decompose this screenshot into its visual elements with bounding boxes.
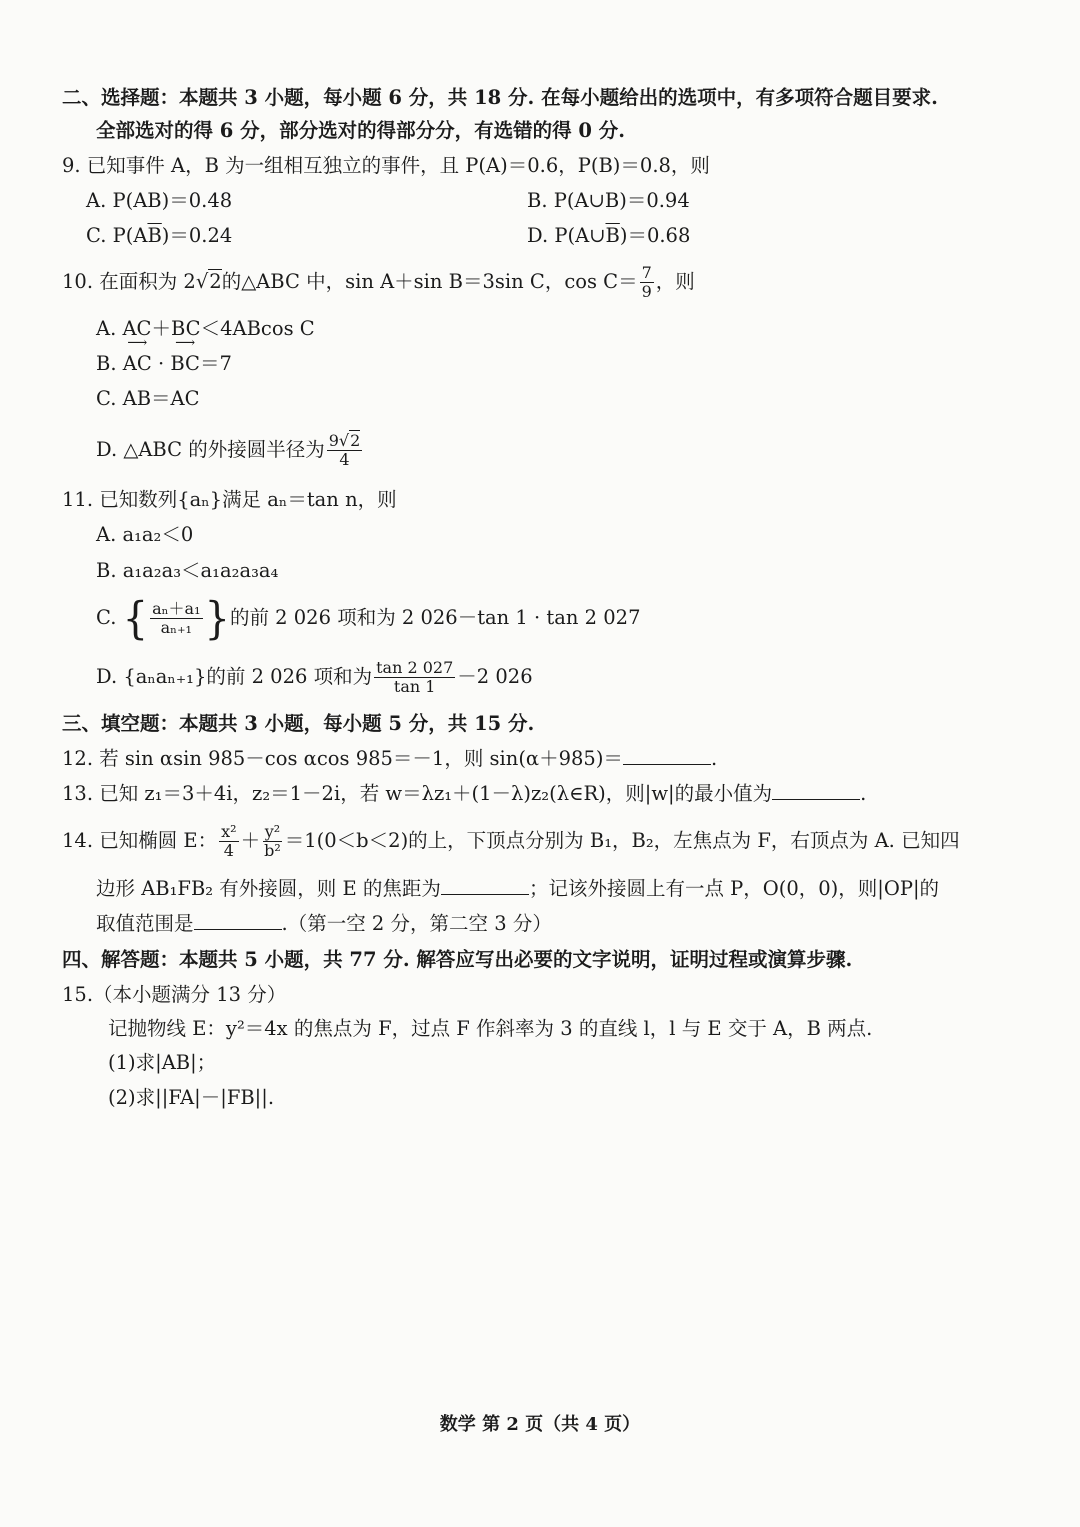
- section2-heading-cont: 全部选对的得 6 分，部分选对的得部分分，有选错的得 0 分.: [96, 119, 626, 142]
- q10-fraction: $\frac{7}{9}$: [641, 263, 652, 301]
- q15-stem: 15.（本小题满分 13 分）: [62, 983, 287, 1006]
- vector-ac: ⟶ AC: [123, 351, 152, 377]
- q12-stem: 12. 若 sin αsin 985－cos αcos 985＝－1，则 sin(α＋985)＝ .: [62, 747, 718, 770]
- q9-stem: 9. 已知事件 A，B 为一组相互独立的事件，且 P(A)＝0.6，P(B)＝0.8，则: [62, 154, 710, 177]
- q10-option-b: B. ⟶ AC · ⟶ BC＝7: [96, 351, 232, 377]
- vector-bc: ⟶ BC: [170, 351, 200, 377]
- q13-answer-blank: [772, 781, 860, 800]
- q9-option-b: B. P(A∪B)＝0.94: [527, 189, 690, 212]
- q14-line1: 14. 已知椭圆 E： $\frac{\text{x²}}{4}$ ＋ $\frac{\text{y²}}{\text{b²}}$ ＝1(0＜b＜2)的上，下顶点分别为 B₁，B₂，左焦点为 F，右顶点为 A. 已知四: [62, 822, 960, 860]
- section2-heading: 二、选择题：本题共 3 小题，每小题 6 分，共 18 分. 在每小题给出的选项中，有多项符合题目要求.: [62, 86, 938, 109]
- q11-option-a: A. a₁a₂＜0: [96, 523, 194, 546]
- q11-option-d: D. {aₙaₙ₊₁}的前 2 026 项和为 $\frac{\tan 2 027}{\tan 1}$ －2 026: [96, 658, 533, 696]
- page-footer: 数学 第 2 页（共 4 页）: [439, 1414, 641, 1435]
- q9-option-c: C. $P(A\overline{B})=0.24$: [86, 224, 233, 247]
- q11-option-c: C. { $\frac{\text{aₙ＋a₁}}{\text{aₙ₊₁}}$ }的前 2 026 项和为 2 026－tan 1 · tan 2 027: [96, 593, 641, 644]
- q9-option-a: A. P(AB)＝0.48: [86, 189, 233, 212]
- q14-answer-blank-1: [441, 876, 529, 895]
- q15-part2: (2)求||FA|－|FB||.: [108, 1086, 275, 1109]
- q13-stem: 13. 已知 z₁＝3＋4i，z₂＝1－2i，若 w＝λz₁＋(1－λ)z₂(λ∈R)，则|w|的最小值为 .: [62, 782, 867, 805]
- q15-body: 记抛物线 E：y²＝4x 的焦点为 F，过点 F 作斜率为 3 的直线 l，l 与 E 交于 A，B 两点.: [108, 1017, 873, 1040]
- q9-option-d: D. $P(A\cup\overline{B})=0.68$: [527, 224, 691, 247]
- section4-heading: 四、解答题：本题共 5 小题，共 77 分. 解答应写出必要的文字说明，证明过程或演算步骤.: [62, 948, 853, 971]
- q14-answer-blank-2: [194, 911, 282, 930]
- q10-option-d: D. △ABC 的外接圆半径为 $\frac{9√2}{4}$: [96, 431, 361, 469]
- q10-stem: 10. 在面积为 2√2的△ABC 中，sin A＋sin B＝3sin C，cos C＝ $\frac{7}{9}$ ，则: [62, 263, 695, 301]
- q10-d-fraction: $\frac{9√2}{4}$: [328, 431, 361, 469]
- q15-part1: (1)求|AB|；: [108, 1051, 217, 1074]
- q11-stem: 11. 已知数列{aₙ}满足 aₙ＝tan n，则: [62, 488, 397, 511]
- q14-line2: 边形 AB₁FB₂ 有外接圆，则 E 的焦距为 ；记该外接圆上有一点 P，O(0，0)，则|OP|的: [96, 877, 940, 900]
- q11-option-b: B. a₁a₂a₃＜a₁a₂a₃a₄: [96, 559, 279, 582]
- section3-heading: 三、填空题：本题共 3 小题，每小题 5 分，共 15 分.: [62, 712, 535, 735]
- q12-answer-blank: [623, 746, 711, 765]
- q14-line3: 取值范围是 .（第一空 2 分，第二空 3 分）: [96, 912, 552, 935]
- q10-option-c: C. AB＝AC: [96, 387, 200, 410]
- q10-option-a: A. AC＋BC＜4ABcos C: [96, 317, 315, 340]
